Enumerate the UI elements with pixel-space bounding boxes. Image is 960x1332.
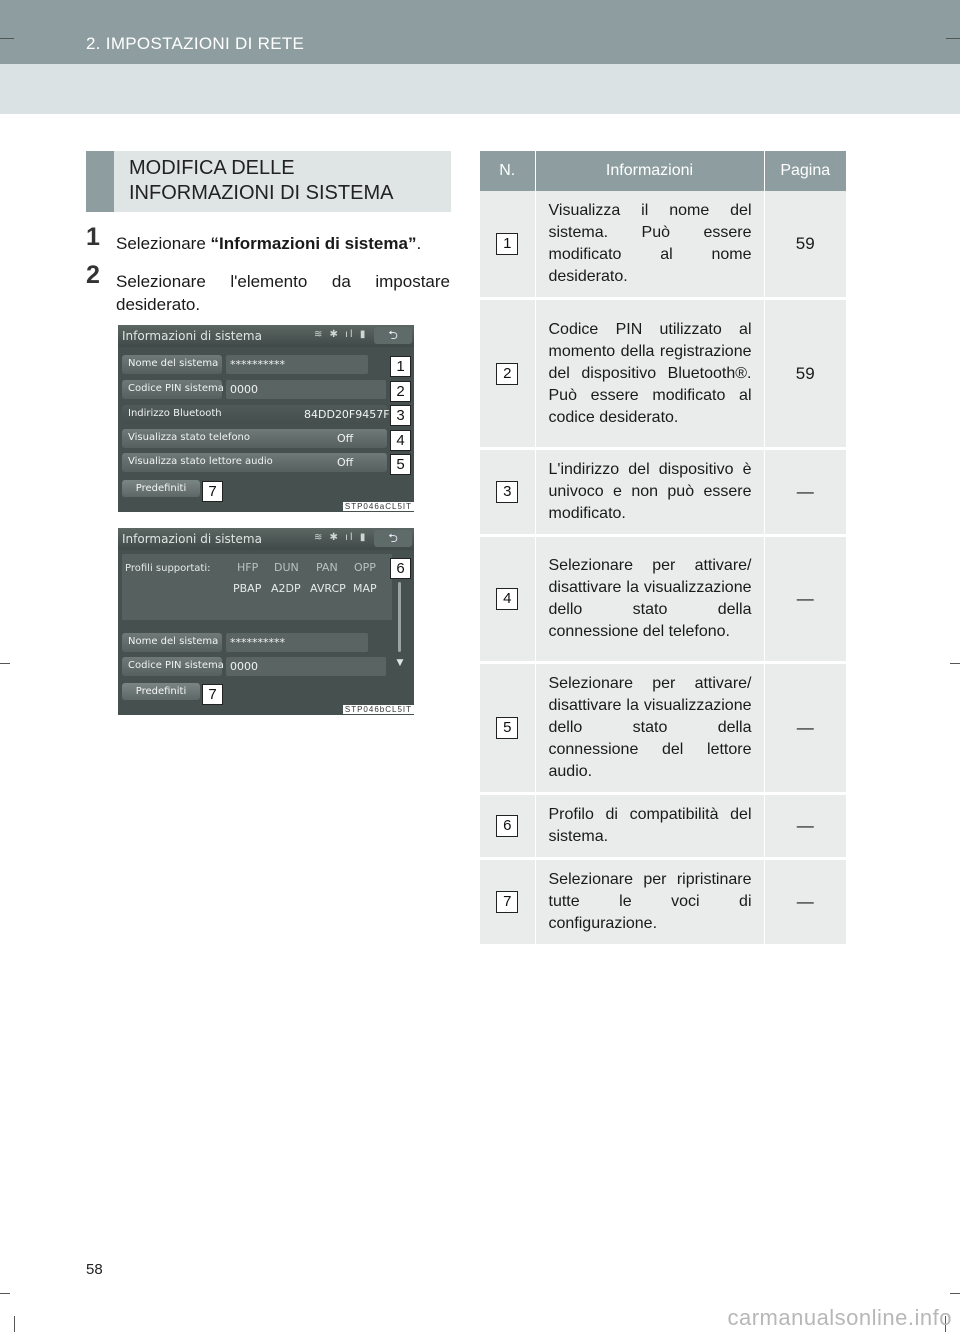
- profile-item: HFP: [237, 561, 259, 574]
- row-value: 0000: [230, 660, 258, 673]
- profiles-label: Profili supportati:: [125, 563, 211, 574]
- section-heading: [86, 151, 451, 212]
- row-value: **********: [230, 636, 285, 649]
- row-info: Visualizza il nome del sistema. Può essere modificato al nome desiderato.: [548, 202, 752, 285]
- row-info: Profilo di compatibilità del sistema.: [548, 806, 752, 845]
- row-page: —: [764, 536, 846, 663]
- step-2: [86, 261, 450, 316]
- crop-mark: [0, 1293, 10, 1294]
- row-label: Nome del sistema: [128, 358, 219, 369]
- row-number-cell: [480, 191, 535, 299]
- row-info: L'indirizzo del dispositivo è univoco e non può essere modificato.: [548, 461, 752, 522]
- header-band: [0, 0, 960, 64]
- system-name-button[interactable]: [122, 355, 222, 374]
- page-number: 58: [86, 1261, 103, 1278]
- row-page: —: [764, 859, 846, 945]
- crop-mark: [0, 663, 10, 664]
- row-page: —: [764, 449, 846, 536]
- status-icons: ≋ ✱ ıl ▮: [314, 532, 368, 543]
- callout-6: 6: [390, 558, 411, 579]
- header-info: Informazioni: [535, 151, 764, 191]
- step-text-suffix: .: [416, 234, 422, 253]
- back-button[interactable]: ⮌: [374, 530, 412, 547]
- table-row: [480, 449, 846, 536]
- row-number-cell: [480, 299, 535, 449]
- callout-7: 7: [202, 481, 223, 502]
- row-info: Codice PIN utilizzato al momento della registrazione del dispositivo Bluetooth®. Può essere modificato al codice desiderato.: [548, 320, 752, 426]
- screenshot-system-info-2: [118, 528, 414, 715]
- step-text-bold: “Informazioni di sistema”: [210, 234, 417, 253]
- pin-code-button[interactable]: [122, 380, 222, 399]
- chapter-title: 2. IMPOSTAZIONI DI RETE: [86, 34, 305, 53]
- callout-2: 2: [390, 381, 411, 402]
- step-1: [86, 223, 450, 255]
- figure-code: STP046bCL5IT: [344, 705, 412, 714]
- pin-code-button[interactable]: [122, 657, 222, 676]
- header-number: N.: [480, 151, 535, 191]
- row-info-cell: [535, 536, 764, 663]
- table-row: [480, 794, 846, 859]
- row-number: 4: [496, 588, 518, 610]
- screen-title: Informazioni di sistema: [122, 329, 262, 343]
- info-table: [480, 151, 846, 944]
- system-name-field: [226, 355, 368, 374]
- profile-item: PBAP: [233, 582, 262, 595]
- callout-4: 4: [390, 430, 411, 451]
- audio-player-status-toggle[interactable]: [122, 453, 387, 472]
- callout-5: 5: [390, 454, 411, 475]
- crop-mark: [950, 1293, 960, 1294]
- callout-1: 1: [390, 356, 411, 377]
- row-info-cell: [535, 794, 764, 859]
- row-page: —: [764, 794, 846, 859]
- pin-code-field: [226, 657, 386, 676]
- header-sub-band: [0, 64, 960, 114]
- row-label: Nome del sistema: [128, 636, 219, 647]
- row-number-cell: [480, 859, 535, 945]
- row-number: 6: [496, 815, 518, 837]
- default-button[interactable]: Predefiniti: [122, 683, 200, 700]
- crop-mark: [946, 38, 960, 39]
- step-text: [116, 232, 450, 255]
- row-info: Selezionare per ripristinare tutte le voci di configurazione.: [548, 871, 752, 932]
- step-number: 1: [86, 223, 100, 251]
- table-row: [480, 299, 846, 449]
- row-info: Selezionare per attivare/ disattivare la visualizzazione dello stato della connessione del telefono.: [548, 557, 752, 640]
- step-text-prefix: Selezionare: [116, 234, 211, 253]
- row-page: 59: [764, 191, 846, 299]
- row-label: Codice PIN sistema: [128, 660, 224, 671]
- system-name-button[interactable]: [122, 633, 222, 652]
- profile-item: A2DP: [271, 582, 301, 595]
- row-number: 2: [496, 363, 518, 385]
- row-info-cell: [535, 191, 764, 299]
- row-info: Selezionare per attivare/ disattivare la visualizzazione dello stato della connessione del lettore audio.: [548, 675, 752, 780]
- section-heading-line2: INFORMAZIONI DI SISTEMA: [129, 182, 394, 204]
- scroll-down-icon[interactable]: ▼: [396, 658, 404, 668]
- default-button[interactable]: Predefiniti: [122, 480, 200, 497]
- row-label: Visualizza stato lettore audio: [128, 456, 273, 467]
- row-info-cell: [535, 299, 764, 449]
- row-number: 1: [496, 233, 518, 255]
- table-row: [480, 859, 846, 945]
- figure-code: STP046aCL5IT: [344, 502, 412, 511]
- section-heading-bar: [86, 151, 114, 212]
- table-row: [480, 536, 846, 663]
- screen-title: Informazioni di sistema: [122, 532, 262, 546]
- profile-item: OPP: [354, 561, 376, 574]
- table-row: [480, 663, 846, 794]
- profile-item: DUN: [274, 561, 299, 574]
- step-number: 2: [86, 261, 100, 289]
- screenshot-system-info-1: [118, 325, 414, 512]
- section-heading-line1: MODIFICA DELLE: [129, 157, 295, 179]
- scrollbar[interactable]: [398, 582, 401, 652]
- row-info-cell: [535, 663, 764, 794]
- row-info-cell: [535, 449, 764, 536]
- callout-3: 3: [390, 405, 411, 426]
- row-label: Codice PIN sistema: [128, 383, 224, 394]
- row-page: —: [764, 663, 846, 794]
- row-value: 0000: [230, 383, 258, 396]
- back-button[interactable]: ⮌: [374, 327, 412, 344]
- status-icons: ≋ ✱ ıl ▮: [314, 329, 368, 340]
- row-number-cell: [480, 536, 535, 663]
- row-page: 59: [764, 299, 846, 449]
- row-number-cell: [480, 663, 535, 794]
- bluetooth-address-row: [122, 405, 390, 424]
- crop-mark: [0, 38, 14, 39]
- row-value: **********: [230, 358, 285, 371]
- row-number: 7: [496, 891, 518, 913]
- crop-mark: [950, 663, 960, 664]
- profile-item: MAP: [353, 582, 377, 595]
- section-heading-text: [129, 156, 393, 206]
- row-number: 5: [496, 717, 518, 739]
- row-info-cell: [535, 859, 764, 945]
- pin-code-field: [226, 380, 386, 399]
- system-name-field: [226, 633, 368, 652]
- watermark: carmanualsonline.info: [727, 1305, 952, 1330]
- row-label: Indirizzo Bluetooth: [128, 408, 222, 419]
- table-row: [480, 191, 846, 299]
- header-page: Pagina: [764, 151, 846, 191]
- table-header-row: [480, 151, 846, 191]
- profile-item: AVRCP: [310, 582, 346, 595]
- crop-mark: [14, 1316, 15, 1332]
- row-number-cell: [480, 794, 535, 859]
- row-value: Off: [337, 432, 354, 445]
- callout-7: 7: [202, 684, 223, 705]
- step-text: Selezionare l'elemento da impostare desiderato.: [116, 272, 450, 314]
- row-value: Off: [337, 456, 354, 469]
- row-number: 3: [496, 481, 518, 503]
- row-number-cell: [480, 449, 535, 536]
- row-label: Visualizza stato telefono: [128, 432, 251, 443]
- row-value: 84DD20F9457F: [304, 408, 390, 421]
- phone-status-toggle[interactable]: [122, 429, 387, 448]
- profile-item: PAN: [316, 561, 338, 574]
